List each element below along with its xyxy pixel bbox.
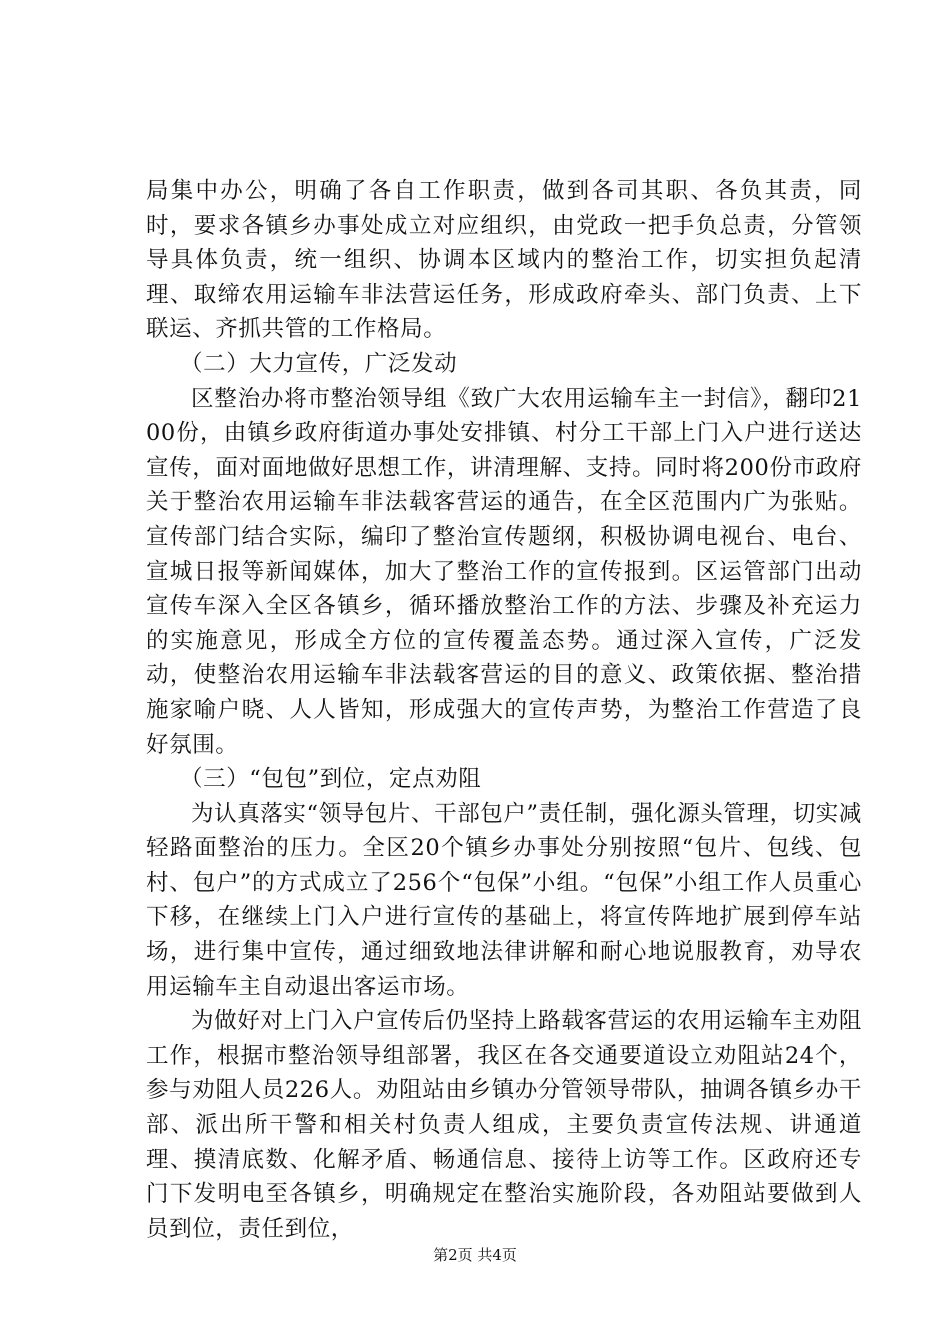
page-footer: 第2页 共4页 xyxy=(433,1246,517,1264)
paragraph-2: 区整治办将市整治领导组《致广大农用运输车主一封信》，翻印2100份，由镇乡政府街道办事处安排镇、村分工干部上门入户进行送达宣传，面对面地做好思想工作，讲清理解、支持。同时将200份市政府关于整治农用运输车非法载客营运的通告，在全区范围内广为张贴。宣传部门结合实际，编印了整治宣传题纲，积极协调电视台、电台、宣城日报等新闻媒体，加大了整治工作的宣传报到。区运管部门出动宣传车深入全区各镇乡，循环播放整治工作的方法、步骤及补充运力的实施意见，形成全方位的宣传覆盖态势。通过深入宣传，广泛发动，使整治农用运输车非法载客营运的目的意义、政策依据、整治措施家喻户晓、人人皆知，形成强大的宣传声势，为整治工作营造了良好氛围。 xyxy=(146,385,862,758)
paragraph-4: 为做好对上门入户宣传后仍坚持上路载客营运的农用运输车主劝阻工作，根据市整治领导组部署，我区在各交通要道设立劝阻站24个，参与劝阻人员226人。劝阻站由乡镇办分管领导带队，抽调各镇乡办干部、派出所干警和相关村负责人组成，主要负责宣传法规、讲通道理、摸清底数、化解矛盾、畅通信息、接待上访等工作。区政府还专门下发明电至各镇乡，明确规定在整治实施阶段，各劝阻站要做到人员到位，责任到位， xyxy=(146,1008,862,1242)
section-heading-3: （三）“包包”到位，定点劝阻 xyxy=(180,766,482,793)
section-heading-2: （二）大力宣传，广泛发动 xyxy=(180,350,458,377)
paragraph-3: 为认真落实“领导包片、干部包户”责任制，强化源头管理，切实减轻路面整治的压力。全区20个镇乡办事处分别按照“包片、包线、包村、包户”的方式成立了256个“包保”小组。“包保”小组工作人员重心下移，在继续上门入户进行宣传的基础上，将宣传阵地扩展到停车站场，进行集中宣传，通过细致地法律讲解和耐心地说服教育，劝导农用运输车主自动退出客运市场。 xyxy=(146,800,863,1000)
document-body xyxy=(146,174,862,1246)
paragraph-1: 局集中办公，明确了各自工作职责，做到各司其职、各负其责，同时，要求各镇乡办事处成立对应组织，由党政一把手负总责，分管领导具体负责，统一组织、协调本区域内的整治工作，切实担负起清理、取缔农用运输车非法营运任务，形成政府牵头、部门负责、上下联运、齐抓共管的工作格局。 xyxy=(146,178,862,343)
